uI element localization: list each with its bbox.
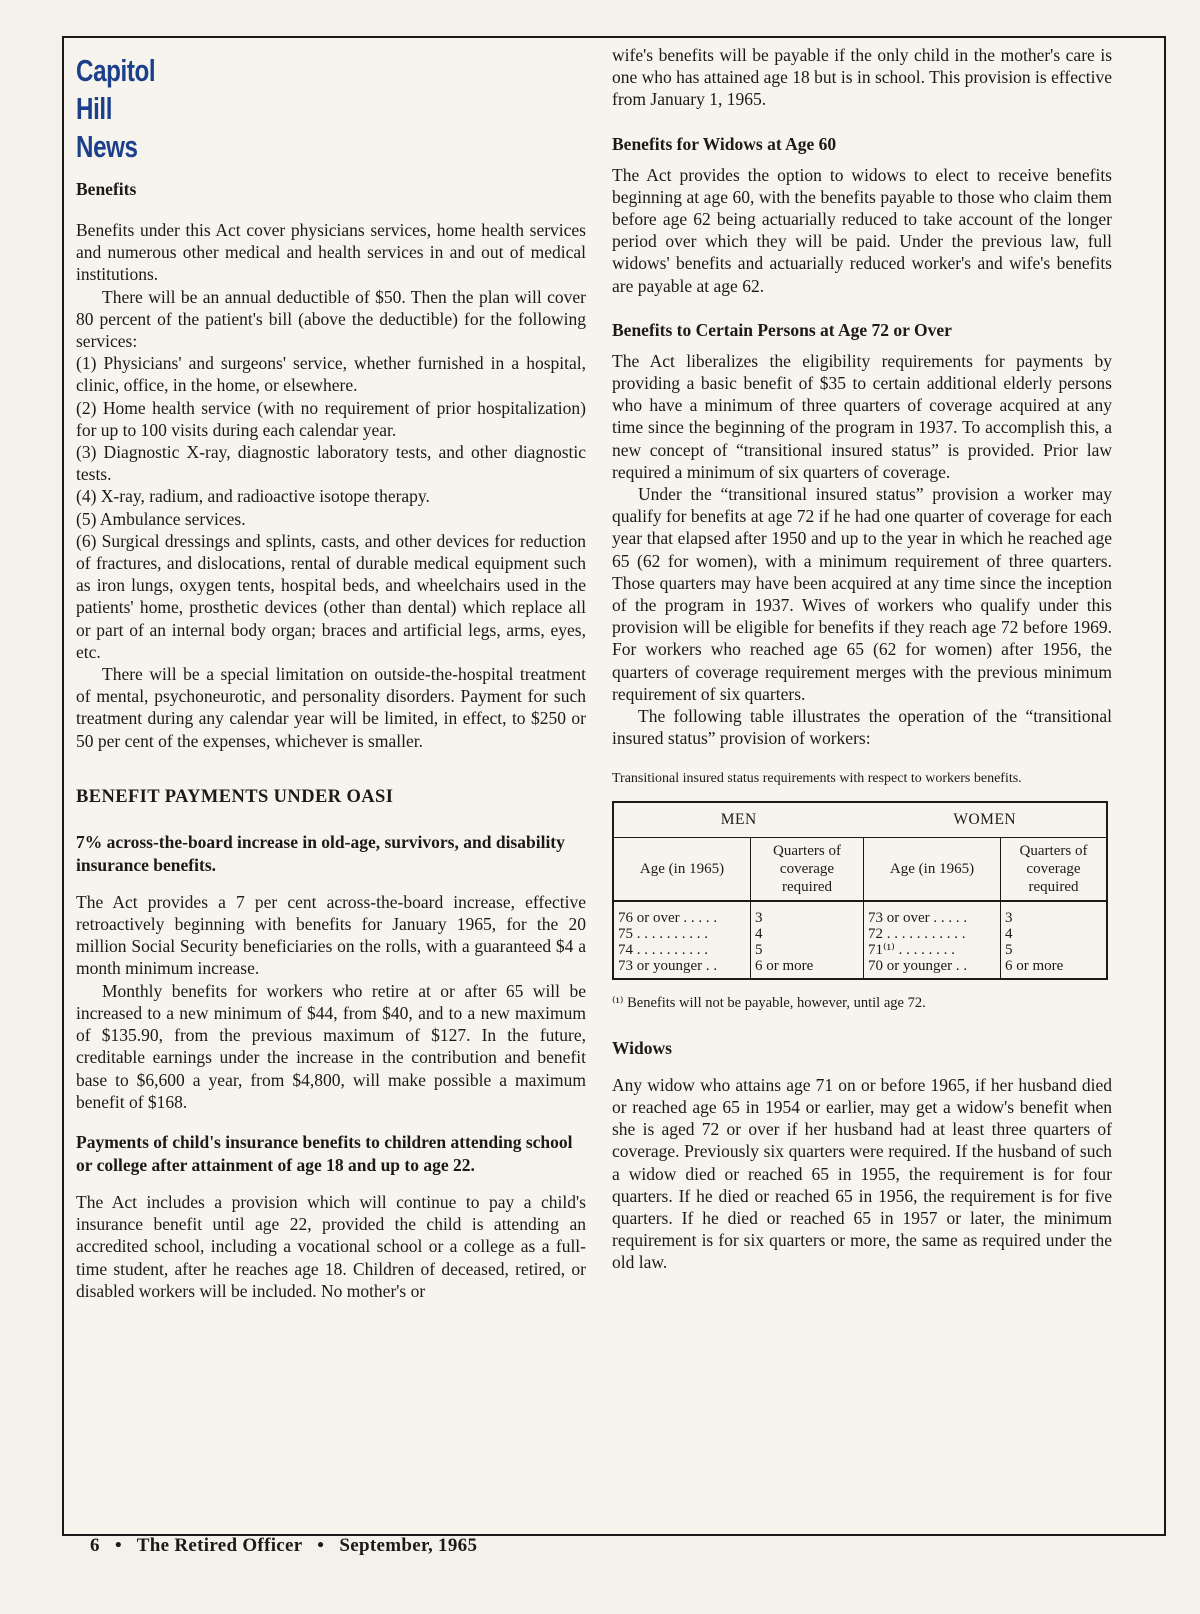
footnote-mark: ⁽¹⁾	[612, 995, 624, 1012]
publication-name: The Retired Officer	[136, 1535, 303, 1556]
men-age-cell: 74 . . . . . . . . . .	[618, 942, 708, 959]
men-quarters-cell: 6 or more	[751, 958, 864, 979]
table-row	[613, 958, 1107, 979]
women-age-cell: 71⁽¹⁾ . . . . . . . .	[864, 942, 1001, 958]
list-item: (4) X-ray, radium, and radioactive isotope therapy.	[76, 486, 430, 507]
men-quarters-cell: 3	[751, 901, 864, 926]
widows-age-60-heading: Benefits for Widows at Age 60	[612, 133, 837, 154]
women-age-header: Age (in 1965)	[864, 838, 1001, 902]
body-paragraph: The Act provides a 7 per cent across-the-board increase, effective retroactively beginning with benefits for January 1965, for the 20 million Social Security beneficiaries on the rolls, with a guaranteed $4 a month minimum increase.	[76, 891, 586, 979]
bullet-separator: •	[317, 1535, 325, 1556]
body-paragraph: There will be an annual deductible of $50. Then the plan will cover 80 percent of the patient's bill (above the deductible) for the following services:	[76, 286, 586, 352]
widows-heading: Widows	[612, 1037, 672, 1058]
body-paragraph: The Act provides the option to widows to elect to receive benefits beginning at age 60, with the benefits payable to those who claim them before age 62 being actuarially reduced to take account of the longer period over which they will be paid. Under the previous law, full widows' benefits and actuarially reduced worker's and wife's benefits are payable at age 62.	[612, 164, 1112, 296]
list-item: (6) Surgical dressings and splints, casts, and other devices for reduction of fractures, and dislocations, rental of durable medical equipment such as iron lungs, oxygen tents, hospital beds, and wheelchairs used in the patients' home, prosthetic devices (other than dental) which replace all or part of an internal body organ; braces and artificial legs, arms, eyes, etc.	[76, 530, 586, 662]
body-paragraph: The following table illustrates the operation of the “transitional insured status” provision of workers:	[612, 706, 1112, 749]
table-caption: Transitional insured status requirements with respect to workers benefits.	[612, 771, 1022, 787]
increase-heading: 7% across-the-board increase in old-age, survivors, and disability insurance benefits.	[76, 831, 565, 875]
oasi-heading: BENEFIT PAYMENTS UNDER OASI	[76, 786, 394, 807]
table-row	[613, 926, 1107, 942]
list-item: (5) Ambulance services.	[76, 508, 246, 529]
right-column	[612, 38, 1112, 1274]
men-age-header: Age (in 1965)	[613, 838, 751, 902]
age-72-heading: Benefits to Certain Persons at Age 72 or Over	[612, 319, 952, 340]
body-paragraph: Under the “transitional insured status” provision a worker may qualify for benefits at age 72 if he had one quarter of coverage for each year that elapsed after 1950 and up to the year in which he reached age 65 (62 for women), with a minimum requirement of three quarters. Those quarters may have been acquired at any time since the inception of the program in 1937. Wives of workers who qualify under this provision will be eligible for benefits if they reach age 72 before 1969. For workers who reached age 65 (62 for women) after 1956, the quarters of coverage requirement merges with the previous minimum requirement of six quarters.	[612, 484, 1112, 704]
women-age-cell: 72 . . . . . . . . . . .	[864, 926, 1001, 942]
child-benefits-heading: Payments of child's insurance benefits to children attending school or college after attainment of age 18 and up to age 22.	[76, 1131, 573, 1175]
men-quarters-cell: 4	[751, 926, 864, 942]
page-footer	[90, 1535, 477, 1557]
men-group-header: MEN	[720, 811, 757, 829]
body-paragraph: The Act liberalizes the eligibility requirements for payments by providing a basic benefit of $35 to certain additional elderly persons who have a minimum of three quarters of coverage acquired at any time since the beginning of the program in 1937. To accomplish this, a new concept of “transitional insured status” is provided. Prior law required a minimum of six quarters of coverage.	[612, 350, 1112, 482]
body-paragraph: There will be a special limitation on outside-the-hospital treatment of mental, psychoneurotic, and personality disorders. Payment for such treatment during any calendar year will be limited, in effect, to $250 or 50 per cent of the expenses, whichever is smaller.	[76, 664, 586, 751]
masthead-line: Capitol	[76, 53, 156, 88]
table-group-header	[613, 802, 1107, 838]
list-item: (2) Home health service (with no requirement of prior hospitalization) for up to 100 visits during each calendar year.	[76, 397, 586, 440]
masthead-line: News	[76, 129, 138, 164]
women-quarters-cell: 4	[1001, 926, 1108, 942]
bullet-separator: •	[114, 1535, 122, 1556]
men-quarters-header: Quarters of coverage required	[751, 838, 864, 902]
list-item: (3) Diagnostic X-ray, diagnostic laboratory tests, and other diagnostic tests.	[76, 442, 586, 485]
women-age-cell: 73 or over . . . . .	[864, 901, 1001, 926]
body-paragraph: Benefits under this Act cover physicians services, home health services and numerous other medical and health services in and out of medical institutions.	[76, 220, 586, 285]
body-paragraph: Any widow who attains age 71 on or before 1965, if her husband died or reached age 65 in 1954 or earlier, may get a widow's benefit when she is aged 72 or over if her husband had at least three quarters of coverage. Previously six quarters were required. If the husband of such a widow died or reached 65 in 1955, the requirement is for four quarters. If he died or reached 65 in 1956, the requirement is for five quarters. If he died or reached 65 in 1957 or later, the minimum requirement is for six quarters or more, the same as required under the old law.	[612, 1074, 1112, 1273]
table-column-header	[613, 838, 1107, 902]
list-item: (1) Physicians' and surgeons' service, whether furnished in a hospital, clinic, office, in the home, or elsewhere.	[76, 353, 586, 396]
issue-date: September, 1965	[339, 1535, 478, 1556]
masthead-logo	[76, 52, 474, 166]
men-age-cell: 76 or over . . . . .	[618, 910, 718, 927]
table-row	[613, 901, 1107, 926]
women-quarters-cell: 3	[1001, 901, 1108, 926]
men-quarters-cell: 5	[751, 942, 864, 958]
footnote-text: Benefits will not be payable, however, until age 72.	[627, 995, 926, 1012]
page-number: 6	[90, 1535, 100, 1556]
body-paragraph: wife's benefits will be payable if the only child in the mother's care is one who has attained age 18 but is in school. This provision is effective from January 1, 1965.	[612, 45, 1112, 110]
body-paragraph: The Act includes a provision which will continue to pay a child's insurance benefit until age 22, provided the child is attending an accredited school, including a vocational school or a college as a full-time student, after he reaches age 18. Children of deceased, retired, or disabled workers will be included. No mother's or	[76, 1191, 586, 1301]
women-group-header: WOMEN	[953, 811, 1017, 829]
men-age-cell: 75 . . . . . . . . . .	[618, 926, 708, 943]
article-frame	[62, 36, 1166, 1536]
table-row	[613, 942, 1107, 958]
men-age-cell: 73 or younger . .	[618, 958, 718, 975]
left-column	[76, 38, 586, 1302]
body-paragraph: Monthly benefits for workers who retire at or after 65 will be increased to a new minimum of $44, from $40, and to a new maximum of $135.90, from the previous maximum of $127. In the future, creditable earnings under the increase in the contribution and benefit base to $6,600 a year, from $4,800, will make possible a maximum benefit of $168.	[76, 980, 586, 1112]
women-quarters-header: Quarters of coverage required	[1001, 838, 1108, 902]
women-quarters-cell: 5	[1001, 942, 1108, 958]
women-age-cell: 70 or younger . .	[864, 958, 1001, 979]
transitional-status-table	[612, 801, 1108, 980]
women-quarters-cell: 6 or more	[1001, 958, 1108, 979]
table-footnote	[612, 992, 1112, 1014]
benefits-heading: Benefits	[76, 179, 137, 199]
masthead-line: Hill	[76, 91, 113, 126]
